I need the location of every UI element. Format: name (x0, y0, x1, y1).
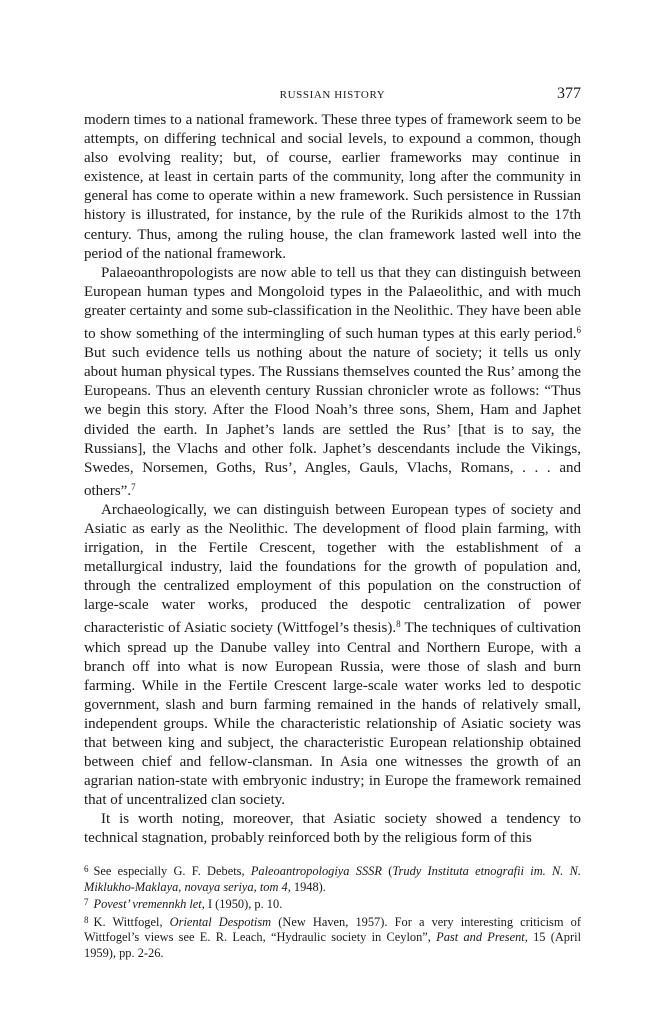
footnote-series: Trudy Instituta etnografii im. N. N. Miklukho-Maklaya, novaya seriya, tom 4, (84, 864, 582, 894)
footnote-text: See especially G. F. Debets, (93, 864, 251, 878)
paragraph-1: modern times to a national framework. These three types of framework seem to be attempts, on differing technical and social levels, to expound a common, though also evolving reality; but, of course, earlier frameworks may continue in existence, at least in certain parts of the community, long after the community in general has come to operate within a new framework. Such persistence in Russian history is illustrated, for instance, by the rule of the Rurikids almost to the 17th century. Thus, among the ruling house, the clan framework lasted well into the period of the national framework. (84, 112, 581, 262)
footnote-title: Povest’ vremennkh let, (93, 897, 205, 912)
footnote-ref-8: 8 (396, 619, 401, 630)
footnote-ref-7: 7 (131, 481, 136, 492)
footnote-8 (84, 913, 581, 962)
footnote-text: I (1950), p. 10. (204, 897, 283, 912)
footnote-title: Oriental Despotism (169, 914, 272, 929)
running-head (84, 86, 581, 106)
footnote-text: 15 (April 1959), pp. 2-26. (84, 930, 582, 960)
footnote-mark: 8 (84, 914, 89, 925)
footnote-journal: Past and Present, (436, 930, 528, 945)
footnote-ref-6: 6 (576, 325, 581, 336)
paragraph-3-part-a: Archaeologically, we can distinguish between European types of society and Asiatic as early as the Neolithic. The development of flood plain farming, with irrigation, in the Fertile Crescent, together with the establishment of a metallurgical industry, laid the foundations for the growth of population and, through the centralized employment of this population on the construction of large-scale water works, produced the despotic centralization of power characteristic of Asiatic society (Wittfogel’s thesis). (84, 501, 581, 637)
page-number: 377 (557, 85, 581, 102)
footnote-mark: 6 (84, 864, 89, 874)
paragraph-4: It is worth noting, moreover, that Asiatic society showed a tendency to technical stagnation, probably reinforced both by the religious form of this (84, 811, 581, 847)
footnote-6 (84, 862, 581, 895)
footnote-text: 1948). (290, 879, 326, 894)
running-title: RUSSIAN HISTORY (279, 89, 386, 101)
footnote-7 (84, 895, 581, 913)
footnote-text: K. Wittfogel, (93, 914, 170, 929)
paragraph-3-part-b: The techniques of cultivation which spread up the Danube valley into Central and Northern Europe, with a branch off into what is now European Russia, were those of slash and burn farming. While in the Fertile Crescent large-scale water works led to despotic government, slash and burn farming remained in the hands of relatively small, independent groups. While the characteristic relationship of Asiatic society was that between king and subject, the characteristic European relationship obtained between chief and fellow-clansman. In Asia one witnesses the growth of an agrarian nation-state with embryonic industry; in Europe the framework remained that of uncentralized clan society. (84, 620, 581, 809)
footnote-text: (New Haven, 1957). For a very interesting criticism of Wittfogel’s views see E. R. Leach, “Hydraulic society in Ceylon”, (84, 914, 581, 945)
body-text (84, 111, 581, 849)
paragraph-3 (84, 501, 581, 811)
footnote-text: ( (381, 864, 393, 878)
paragraph-2 (84, 264, 581, 501)
footnote-mark: 7 (84, 897, 89, 908)
paragraph-2-part-a: Palaeoanthropologists are now able to tell us that they can distinguish between European human types and Mongoloid types in the Palaeolithic, and with much greater certainty and some sub-classification in the Neolithic. They have been able to show something of the intermingling of such human types at this early period. (84, 264, 581, 343)
footnotes (84, 862, 581, 962)
footnote-title: Paleoantropologiya SSSR (250, 864, 382, 878)
paragraph-2-part-b: But such evidence tells us nothing about the nature of society; it tells us only about human physical types. The Russians themselves counted the Rus’ among the Europeans. Thus an eleventh century Russian chronicler wrote as follows: “Thus we begin this story. After the Flood Noah’s three sons, Shem, Ham and Japhet divided the earth. In Japhet’s lands are settled the Rus’ [that is to say, the Russians], the Vlachs and other folk. Japhet’s descendants include the Vikings, Swedes, Norsemen, Goths, Rus’, Angles, Gauls, Vlachs, Romans, . . . and others”. (84, 345, 581, 499)
